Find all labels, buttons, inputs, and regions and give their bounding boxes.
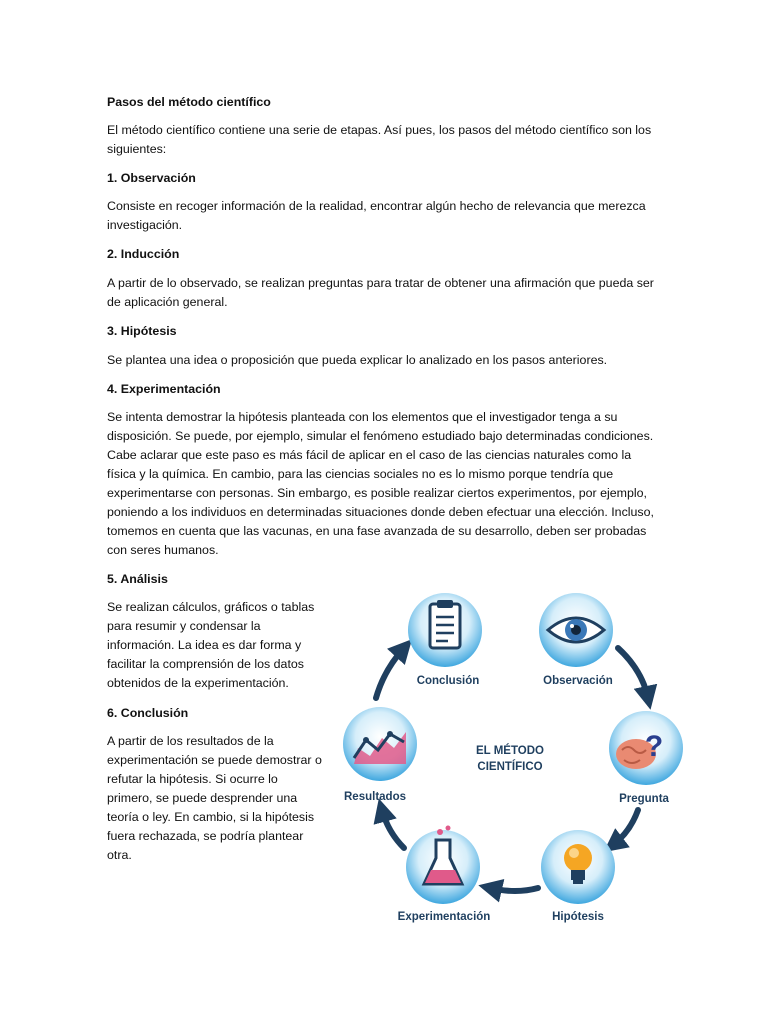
step-5-heading: 5. Análisis	[107, 572, 168, 586]
node-conclusion	[408, 593, 482, 687]
arrow-resultados-conclusion	[376, 648, 404, 698]
intro-paragraph: El método científico contiene una serie de etapas. Así pues, los pasos del método científico son los siguientes:	[107, 123, 652, 156]
clipboard-icon	[430, 600, 460, 648]
arrow-hipotesis-experimentacion	[490, 888, 538, 891]
step-2-heading: 2. Inducción	[107, 247, 180, 261]
diagram-title-line1: EL MÉTODO	[476, 745, 544, 757]
scientific-method-diagram	[330, 570, 692, 932]
diagram-svg	[330, 570, 692, 932]
node-observacion	[539, 593, 613, 687]
arrow-experimentacion-resultados	[382, 810, 404, 848]
step-1-text: Consiste en recoger información de la realidad, encontrar algún hecho de relevancia que merezca investigación.	[107, 199, 646, 232]
node-label-experimentacion: Experimentación	[397, 911, 491, 923]
document-title: Pasos del método científico	[107, 95, 271, 109]
node-label-hipotesis: Hipótesis	[552, 911, 604, 923]
step-6-heading: 6. Conclusión	[107, 706, 189, 720]
step-2-text: A partir de lo observado, se realizan preguntas para tratar de obtener una afirmación que pueda ser de aplicación general.	[107, 276, 654, 309]
step-6-text: A partir de los resultados de la experimentación se puede demostrar o refutar la hipótesis. Si ocurre lo primero, se puede desprender una teoría o ley. En cambio, si la hipótesis fuera rechazada, se podría plantear otra.	[107, 734, 322, 862]
node-label-observacion: Observación	[543, 675, 613, 687]
step-5-text: Se realizan cálculos, gráficos o tablas para resumir y condensar la información. La idea es dar forma y facilitar la comprensión de los datos obtenidos de la experimentación.	[107, 600, 315, 690]
node-label-pregunta: Pregunta	[619, 793, 669, 805]
node-resultados	[343, 707, 417, 803]
step-4-heading: 4. Experimentación	[107, 382, 221, 396]
step-3-heading: 3. Hipótesis	[107, 324, 177, 338]
node-label-conclusion: Conclusión	[416, 675, 480, 687]
diagram-title-line2: CIENTÍFICO	[477, 761, 543, 773]
arrow-pregunta-hipotesis	[613, 810, 638, 845]
step-4-text: Se intenta demostrar la hipótesis planteada con los elementos que el investigador tenga a su disposición. Se puede, por ejemplo, simular el fenómeno estudiado bajo determinadas condiciones. Cabe aclarar que este paso es más fácil de aplicar en el caso de las ciencias naturales como la física y la química. En cambio, para las ciencias sociales no es lo mismo porque tendría que experimentarse con personas. Sin embargo, es posible realizar ciertos experimentos, por ejemplo, poniendo a los individuos en determinadas situaciones donde deben efectuar una elección. Incluso, tomemos en cuenta que las vacunas, en una fase avanzada de su desarrollo, deben ser probadas con seres humanos.	[107, 410, 654, 557]
step-1-heading: 1. Observación	[107, 171, 196, 185]
arrow-observacion-pregunta	[618, 648, 648, 698]
node-pregunta	[609, 711, 683, 805]
step-3-text: Se plantea una idea o proposición que pueda explicar lo analizado en los pasos anteriores.	[107, 353, 608, 367]
node-hipotesis	[541, 830, 615, 923]
svg-text:?: ?	[644, 730, 664, 763]
node-label-resultados: Resultados	[344, 791, 406, 803]
node-experimentacion	[398, 826, 491, 924]
